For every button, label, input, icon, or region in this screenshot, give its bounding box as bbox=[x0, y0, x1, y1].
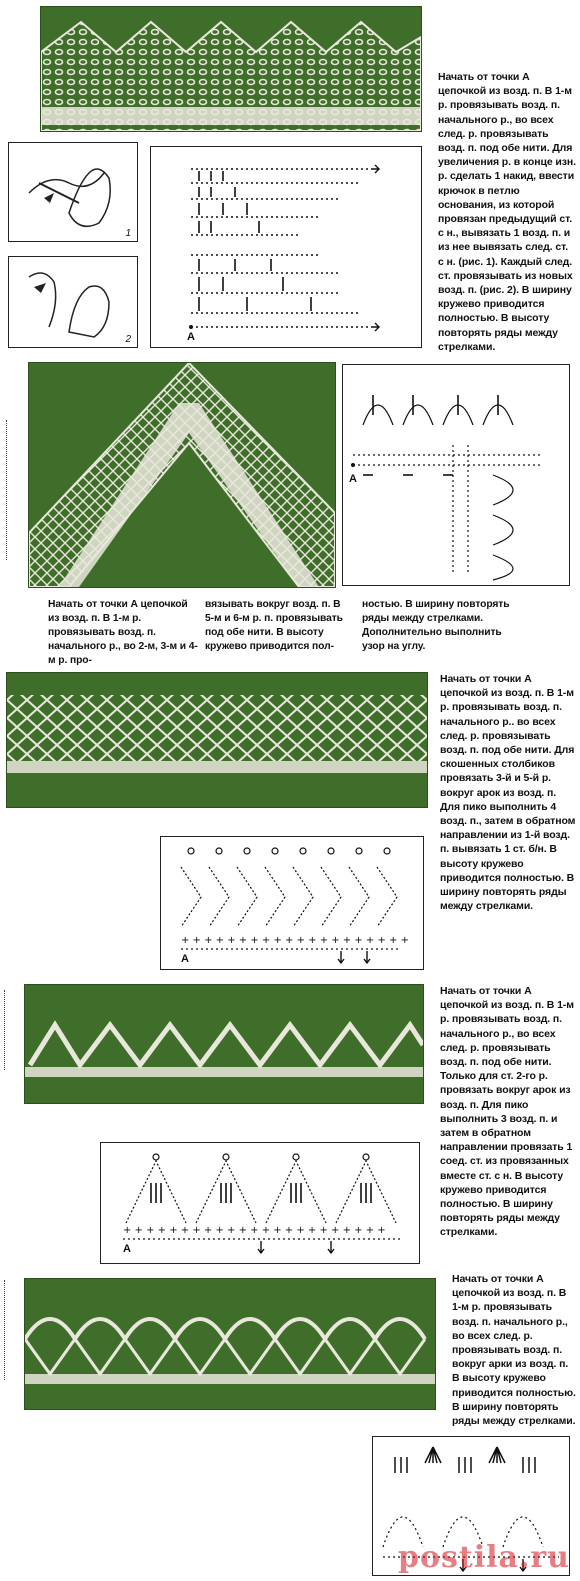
instructions-section-3: Начать от точки А цепочкой из возд. п. В 1-м р. провязывать возд. п. начального р.. во всех след. р. провязывать возд. п. под обе нити. Для скошенных столбиков провязать 3-й и 5-й р. вокруг арок из возд. п. Для пико выполнить 4 возд. п., затем в обратном направлении из 1-й возд. п. вывязать 1 ст. б/н. В высоту кружево приводится полностью. В ширину повторять ряды между стрелками. bbox=[440, 673, 576, 913]
side-arrow-marks bbox=[6, 420, 17, 560]
side-marks-5 bbox=[4, 1280, 11, 1380]
instructions-section-1: Начать от точки А цепочкой из возд. п. В 1-м р. провязывать возд. п. начального р., во всех след. р. провязывать возд. п. под обе нити. Для увеличения р. в конце изн. р. сделать 1 накид, ввести крючок в петлю основания, из которой провязан предыдущий ст. с н., вывязать 1 возд. п. и из нее вывязать след. ст. с н. (рис. 1). Каждый след. ст. провязывать из новых возд. п. (рис. 2). В ширину кружево приводится полностью. В высоту повторять ряды между стрелками. bbox=[438, 71, 576, 353]
instructions-section-2-col1: Начать от точки А цепочкой из возд. п. В 1-м р. провязывать возд. п. начального р., во 2-м, 3-м и 4-м р. про- bbox=[48, 599, 198, 666]
crochet-chart-2 bbox=[342, 364, 570, 586]
instructions-section-2-col2: вязывать вокруг возд. п. В 5-м и 6-м р. п. провязывать под обе нити. В высоту кружево приводится пол- bbox=[205, 599, 343, 652]
lace-photo-4 bbox=[24, 984, 424, 1104]
figure-1 bbox=[8, 142, 138, 242]
figure-2 bbox=[8, 256, 138, 348]
lace-photo-1 bbox=[40, 6, 422, 132]
figure-1-number: 1 bbox=[125, 228, 131, 239]
svg-text:+ + + + + + + + + + + + + + +: + + + + + + + + + + + + + + + + + + + + bbox=[181, 935, 409, 946]
instructions-section-4: Начать от точки А цепочкой из возд. п. В 1-м р. провязывать возд. п. начального р., во всех след. р. провязывать возд. п. под обе нити. Только для ст. 2-го р. провязать вокруг арок из возд. п. Для пико выполнить 3 возд. п. и затем в обратном направлении провязать 1 соед. ст. из провязанных вместе ст. с н. В высоту кружево приводится полностью. В ширину повторять ряды между стрелками. bbox=[440, 985, 574, 1239]
lace-photo-2 bbox=[28, 362, 336, 588]
watermark-logo: postila.ru bbox=[397, 1540, 570, 1575]
crochet-chart-4 bbox=[100, 1142, 420, 1264]
instructions-section-5: Начать от точки А цепочкой из возд. п. В 1-м р. провязывать возд. п. начального р., во всех след. р. провязывать возд. п. вокруг арки из возд. п. В высоту кружево приводится полностью. В ширину повторять ряды между стрелками. bbox=[452, 1273, 576, 1428]
instructions-section-2-col3: ностью. В ширину повторять ряды между стрелками. Дополнительно выполнить узор на углу. bbox=[362, 599, 510, 652]
figure-2-number: 2 bbox=[125, 334, 131, 345]
chart-2-start-label: A bbox=[349, 473, 357, 485]
chart-4-start-label: A bbox=[123, 1243, 131, 1255]
chart-1-start-label: A bbox=[187, 331, 195, 343]
lace-photo-3 bbox=[6, 672, 428, 808]
side-marks-4 bbox=[4, 990, 11, 1070]
crochet-chart-3 bbox=[160, 836, 424, 970]
svg-text:+ + + + + + + + + + + + + + +: + + + + + + + + + + + + + + + + + + + + + + + bbox=[123, 1225, 386, 1236]
crochet-chart-1 bbox=[150, 146, 422, 348]
chart-3-start-label: A bbox=[181, 953, 189, 965]
lace-photo-5 bbox=[24, 1278, 436, 1410]
